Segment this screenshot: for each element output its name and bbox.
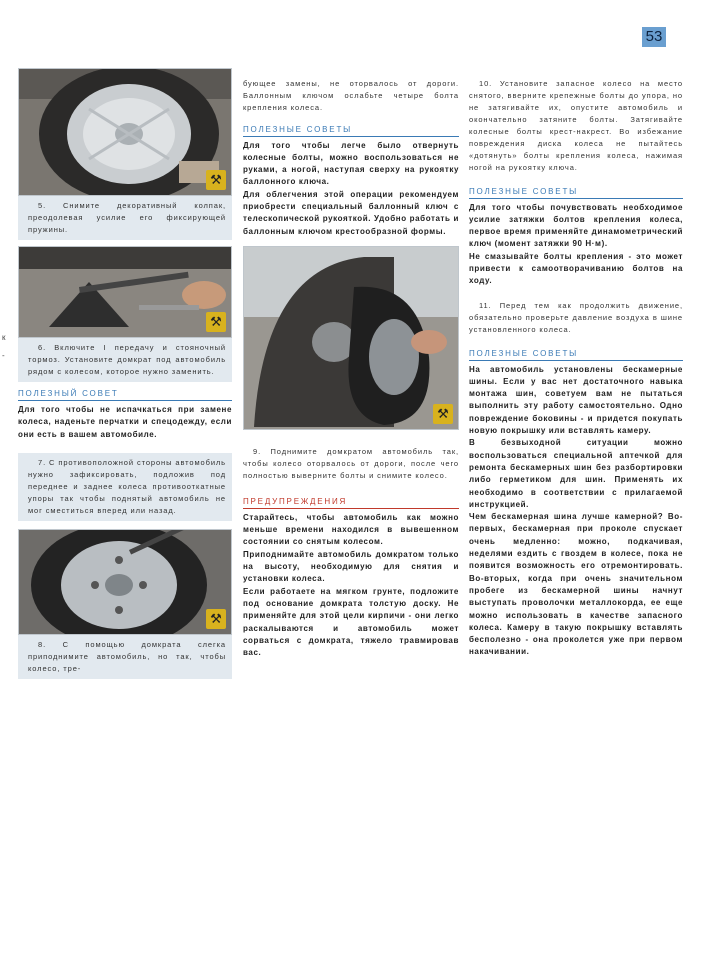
column-right	[469, 70, 683, 659]
column-left	[18, 68, 232, 679]
wrench-hint-icon: ⚒	[433, 404, 453, 424]
tips-heading: ПОЛЕЗНЫЕ СОВЕТЫ	[243, 124, 459, 137]
tips-paragraph: Для того чтобы легче было отвернуть колесные болты, можно воспользоваться не руками, а ногой, наступая сверху на рукоятку баллонного ключа.	[243, 140, 459, 187]
step-8-continued: бующее замены, не оторвалось от дороги. Баллонным ключом ослабьте четыре болта крепления колеса.	[243, 78, 459, 112]
tips-paragraph: На автомобиль установлены бескамерные шины. Если у вас нет достаточного навыка монтажа шин, советуем вам не пытаться выполнить эту работу самостоятельно. Одно повреждение боковины - и придется покупать новую покрышку или вставлять камеру.	[469, 364, 683, 436]
wrench-hint-icon: ⚒	[206, 609, 226, 629]
tip-heading: ПОЛЕЗНЫЙ СОВЕТ	[18, 388, 232, 401]
photo-hubcap	[18, 68, 232, 196]
tips-paragraph: Для облегчения этой операции рекомендуем приобрести специальный баллонный ключ с телескопической рукояткой. Удобно работать и баллонным ключом крестообразной формы.	[243, 189, 459, 236]
step-10: 10. Установите запасное колесо на место снятого, вверните крепежные болты до упора, но не затягивайте их, опустите автомобиль и окончательно затяните болты. Затягивайте колесные болты крест-накрест. Во избежание повреждения диска колеса не пытайтесь «дотянуть» болты крепления колеса, нажимая ногой на рукоятку ключа.	[469, 78, 683, 172]
warnings-heading: ПРЕДУПРЕЖДЕНИЯ	[243, 496, 459, 509]
caption-step-7: 7. С противоположной стороны автомобиль нужно зафиксировать, подложив под переднее и заднее колеса противооткатные упоры так чтобы поднятый автомобиль не мог сместиться вперед или назад.	[18, 453, 232, 521]
step-11: 11. Перед тем как продолжить движение, обязательно проверьте давление воздуха в шине установленного колеса.	[469, 300, 683, 334]
margin-mark: к	[2, 333, 6, 342]
warning-paragraph: Если работаете на мягком грунте, подложите под основание домкрата толстую доску. Не применяйте для этой цели кирпичи - они легко раскалываются и автомобиль может сорваться с домкрата, тяжело травмировав вас.	[243, 586, 459, 658]
caption-step-8: 8. С помощью домкрата слегка приподнимите автомобиль, но так, чтобы колесо, тре-	[18, 635, 232, 679]
tips-paragraph: Для того чтобы почувствовать необходимое усилие затяжки болтов крепления колеса, первое время применяйте динамометрический ключ (момент затяжки 90 Н·м).	[469, 202, 683, 249]
page-number: 53	[642, 27, 666, 47]
tips-paragraph: Чем бескамерная шина лучше камерной? Во-первых, бескамерная при проколе спускает очень медленно: можно, подкачивая, неделями ездить с гвоздем в колесе, пока не появится возможность его отремонтировать. Во-вторых, когда при очень значительном пробеге из бескамерной шины начнут выступать проволочки металлокорда, ее еще можно использовать в качестве запасного колеса. Камеру в такую покрышку вставлять бесполезно - она проколется уже при первом накачивании.	[469, 512, 683, 657]
caption-step-9: 9. Поднимите домкратом автомобиль так, чтобы колесо оторвалось от дороги, после чего полностью выверните болты и снимите колесо.	[243, 446, 459, 480]
warning-paragraph: Старайтесь, чтобы автомобиль как можно меньше времени находился в вывешенном состоянии со снятым колесом.	[243, 512, 459, 547]
tips-heading: ПОЛЕЗНЫЕ СОВЕТЫ	[469, 186, 683, 199]
photo-hubcap-illustration	[19, 69, 232, 195]
caption-step-5: 5. Снимите декоративный колпак, преодолевая усилие его фиксирующей пружины.	[18, 196, 232, 240]
photo-jack-illustration	[19, 247, 232, 337]
column-middle	[243, 70, 459, 659]
tips-paragraph: Не смазывайте болты крепления - это может привести к самоотворачиванию болтов на ходу.	[469, 251, 683, 286]
warning-paragraph: Приподнимайте автомобиль домкратом только на высоту, необходимую для снятия и установки колеса.	[243, 549, 459, 584]
tip-text: Для того чтобы не испачкаться при замене колеса, наденьте перчатки и спецодежду, если они есть в вашем автомобиле.	[18, 405, 232, 439]
photo-wheel-removed-illustration	[244, 247, 459, 429]
wrench-hint-icon: ⚒	[206, 170, 226, 190]
photo-wheel-bolts-illustration	[19, 530, 232, 634]
wrench-hint-icon: ⚒	[206, 312, 226, 332]
photo-wheel-removed	[243, 246, 459, 430]
tips-heading: ПОЛЕЗНЫЕ СОВЕТЫ	[469, 348, 683, 361]
photo-wheel-bolts	[18, 529, 232, 635]
margin-mark: -	[2, 351, 5, 360]
caption-step-6: 6. Включите I передачу и стояночный тормоз. Установите домкрат под автомобиль рядом с колесом, которое нужно заменить.	[18, 338, 232, 382]
tips-paragraph: В безвыходной ситуации можно воспользоваться специальной аптечкой для ремонта бескамерных шин без разбортировки либо герметиком для шин. Применять их необходимо в соответствии с прилагаемой инструкцией.	[469, 438, 683, 509]
photo-jack	[18, 246, 232, 338]
